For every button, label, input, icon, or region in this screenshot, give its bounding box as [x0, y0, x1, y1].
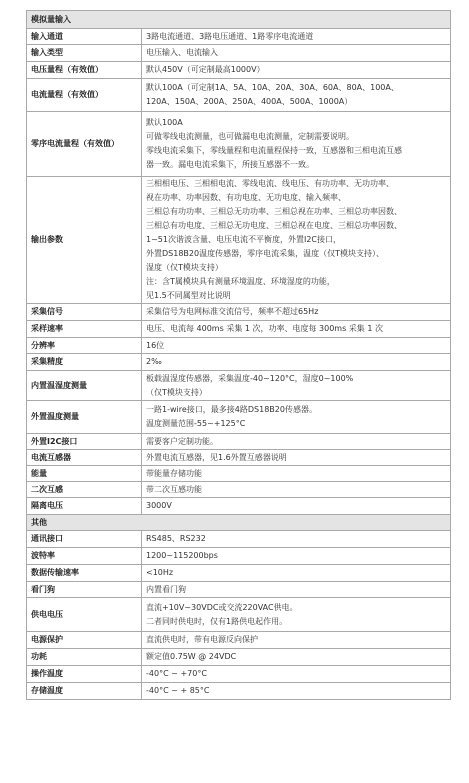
value-line: 带能量存储功能	[146, 468, 202, 478]
value-line: 直流+10V~30VDC或交流220VAC供电。	[146, 602, 298, 612]
spec-table	[26, 10, 451, 700]
table-row	[27, 649, 451, 666]
param-label: 输入通道	[27, 29, 142, 45]
value-line: 内置看门狗	[146, 584, 186, 594]
param-label: 外置I2C接口	[27, 434, 142, 450]
param-value	[142, 666, 451, 683]
param-label: 电流量程（有效值）	[27, 79, 142, 112]
value-line: 需要客户定制功能。	[146, 436, 218, 446]
param-value	[142, 683, 451, 700]
param-value	[142, 177, 451, 304]
table-row	[27, 112, 451, 177]
value-line: 注：含T属模块具有测量环境温度、环境湿度的功能，	[146, 277, 335, 286]
param-label: 输入类型	[27, 45, 142, 62]
param-value	[142, 79, 451, 112]
table-row	[27, 565, 451, 582]
value-line: 电压、电流每 400ms 采集 1 次，功率、电度每 300ms 采集 1 次	[146, 324, 383, 333]
value-line: 零线电流采集下，零线量程和电流量程保持一致，互感器和三相电流互感	[146, 146, 402, 155]
param-value	[142, 401, 451, 434]
table-row	[27, 466, 451, 482]
param-value	[142, 45, 451, 62]
table-row	[27, 177, 451, 304]
value-line: 三相总有功功率、三相总无功功率、三相总视在功率、三相总功率因数、	[146, 207, 402, 216]
param-value	[142, 466, 451, 482]
table-row	[27, 598, 451, 632]
param-label: 数据传输速率	[27, 565, 142, 582]
table-row	[27, 582, 451, 598]
param-value	[142, 338, 451, 354]
param-value	[142, 321, 451, 338]
param-value	[142, 434, 451, 450]
param-label: 输出参数	[27, 177, 142, 304]
param-label: 存储温度	[27, 683, 142, 700]
value-line: 16位	[146, 340, 165, 350]
value-line: 3000V	[146, 501, 172, 510]
param-value	[142, 112, 451, 177]
table-row	[27, 354, 451, 371]
value-line: -40°C ~ +70°C	[146, 669, 207, 678]
param-value	[142, 354, 451, 371]
table-row	[27, 450, 451, 466]
param-label: 功耗	[27, 649, 142, 666]
value-line: 外置电流互感器，见1.6外置互感器说明	[146, 452, 287, 462]
value-line: 二者同时供电时，仅有1路供电起作用。	[146, 616, 288, 626]
value-line: 采集信号为电网标准交流信号，频率不超过65Hz	[146, 307, 319, 316]
param-value	[142, 304, 451, 321]
value-line: 120A、150A、200A、250A、400A、500A、1000A）	[146, 97, 353, 106]
table-row	[27, 62, 451, 79]
param-label: 采集信号	[27, 304, 142, 321]
value-line: 视在功率、功率因数、有功电度、无功电度、输入频率、	[146, 193, 346, 202]
section-other-header: 其他	[27, 515, 451, 531]
value-line: 板载温湿度传感器，采集温度-40~120°C，湿度0~100%	[146, 373, 354, 383]
section-analog-input-row	[27, 11, 451, 29]
table-row	[27, 79, 451, 112]
table-row	[27, 304, 451, 321]
param-label: 采样速率	[27, 321, 142, 338]
value-line: 电压输入、电流输入	[146, 48, 218, 57]
table-row	[27, 401, 451, 434]
section-other-row	[27, 515, 451, 531]
param-label: 通讯接口	[27, 531, 142, 548]
value-line: 3路电流通道、3路电压通道、1路零序电流通道	[146, 31, 314, 41]
param-value	[142, 548, 451, 565]
param-value	[142, 482, 451, 498]
value-line: 外置DS18B20温度传感器，零序电流采集，温度（仅T模块支持）、	[146, 249, 384, 258]
table-row	[27, 548, 451, 565]
table-row	[27, 321, 451, 338]
table-row	[27, 29, 451, 45]
value-line: （仅T模块支持）	[146, 387, 207, 397]
param-value	[142, 582, 451, 598]
param-value	[142, 62, 451, 79]
value-line: 温度测量范围-55~+125°C	[146, 419, 246, 428]
param-value	[142, 632, 451, 649]
table-row	[27, 338, 451, 354]
value-line: 湿度（仅T模块支持）	[146, 263, 223, 272]
table-row	[27, 45, 451, 62]
param-value	[142, 531, 451, 548]
param-label: 零序电流量程（有效值）	[27, 112, 142, 177]
param-label: 操作温度	[27, 666, 142, 683]
value-line: 直流供电时，带有电源反向保护	[146, 635, 258, 644]
value-line: <10Hz	[146, 568, 174, 577]
value-line: 1~51次谐波含量、电压电流不平衡度，外置I2C接口，	[146, 235, 342, 244]
param-value	[142, 498, 451, 515]
value-line: 器一致。漏电电流采集下，所接互感器不一致。	[146, 160, 314, 169]
value-line: 2‰	[146, 357, 162, 366]
param-label: 能量	[27, 466, 142, 482]
value-line: RS485、RS232	[146, 534, 206, 543]
value-line: 带二次互感功能	[146, 484, 202, 494]
table-row	[27, 482, 451, 498]
value-line: 见1.5不同属型对比说明	[146, 291, 231, 300]
param-value	[142, 565, 451, 582]
value-line: 一路1-wire接口，最多接4路DS18B20传感器。	[146, 405, 317, 414]
param-value	[142, 450, 451, 466]
param-label: 二次互感	[27, 482, 142, 498]
value-line: 1200~115200bps	[146, 551, 218, 560]
value-line: 默认100A	[146, 118, 183, 127]
param-label: 隔离电压	[27, 498, 142, 515]
value-line: 三相总有功电度、三相总无功电度、三相总视在电度、三相总功率因数、	[146, 221, 402, 230]
param-label: 电压量程（有效值）	[27, 62, 142, 79]
param-value	[142, 371, 451, 401]
param-value	[142, 29, 451, 45]
param-label: 内置温湿度测量	[27, 371, 142, 401]
section-analog-input-header: 模拟量输入	[27, 11, 451, 29]
param-label: 看门狗	[27, 582, 142, 598]
value-line: 可做零线电流测量，也可做漏电电流测量，定制需要说明。	[146, 132, 354, 141]
table-row	[27, 683, 451, 700]
param-label: 电流互感器	[27, 450, 142, 466]
value-line: -40°C ~ + 85°C	[146, 686, 210, 695]
param-value	[142, 649, 451, 666]
value-line: 三相相电压、三相相电流、零线电流、线电压、有功功率、无功功率、	[146, 179, 394, 188]
param-label: 波特率	[27, 548, 142, 565]
value-line: 默认100A（可定制1A、5A、10A、20A、30A、60A、80A、100A、	[146, 83, 399, 92]
value-line: 默认450V（可定制最高1000V）	[146, 65, 265, 74]
table-row	[27, 371, 451, 401]
param-label: 外置温度测量	[27, 401, 142, 434]
table-row	[27, 666, 451, 683]
param-value	[142, 598, 451, 632]
table-row	[27, 632, 451, 649]
param-label: 采集精度	[27, 354, 142, 371]
param-label: 电源保护	[27, 632, 142, 649]
value-line: 额定值0.75W @ 24VDC	[146, 652, 237, 661]
table-row	[27, 434, 451, 450]
table-row	[27, 531, 451, 548]
spec-table-body	[27, 11, 451, 700]
table-row	[27, 498, 451, 515]
param-label: 分辨率	[27, 338, 142, 354]
param-label: 供电电压	[27, 598, 142, 632]
